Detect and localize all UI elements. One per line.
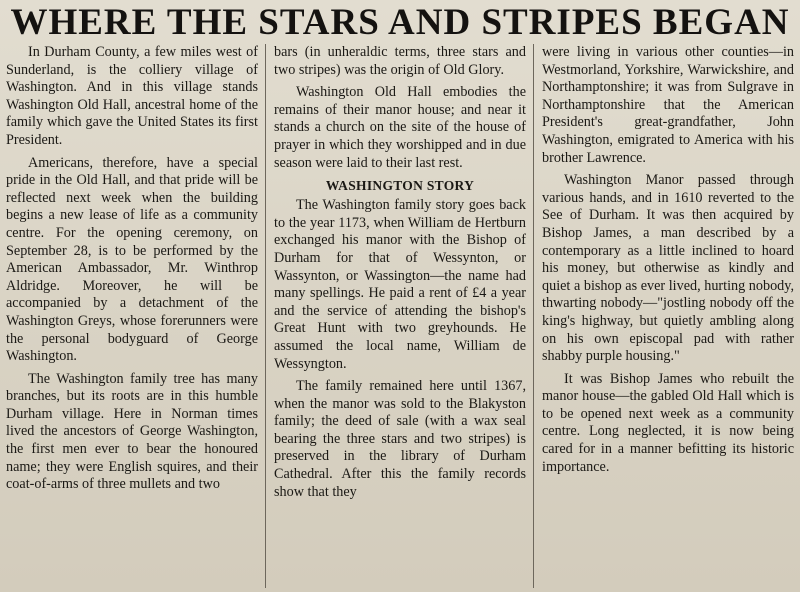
paragraph-continuation: bars (in unheraldic terms, three stars and two stripes) was the origin of Old Glory. — [274, 44, 526, 78]
paragraph: In Durham County, a few miles west of Sunderland, is the colliery village of Washington. And in this village stands Washington Old Hall, ancestral home of the family which gave the United States its first President. — [6, 44, 258, 148]
headline: WHERE THE STARS AND STRIPES BEGAN — [10, 2, 790, 43]
subheading: WASHINGTON STORY — [325, 178, 475, 194]
column-divider — [265, 44, 266, 588]
paragraph: Washington Manor passed through various hands, and in 1610 reverted to the See of Durham. It was then acquired by Bishop James, a man described by a contemporary as a little inclined to hoard his money, but otherwise as kindly and quiet a bishop as ever lived, hurting nobody, thwarting nobody—"jostling nobody off the king's highway, but quietly ambling along on his own episcopal pad with rather shabby purple housing." — [542, 172, 794, 365]
article-column-1 — [6, 44, 258, 499]
article-column-2 — [274, 44, 526, 506]
article-column-3 — [542, 44, 794, 481]
column-divider — [533, 44, 534, 588]
paragraph: It was Bishop James who rebuilt the manor house—the gabled Old Hall which is to be opened next week as a community centre. Long neglected, it is now being cared for in a manner befitting its historic importance. — [542, 370, 794, 475]
paragraph: The family remained here until 1367, when the manor was sold to the Blakyston family; the deed of sale (with a wax seal bearing the three stars and two stripes) is preserved in the library of Durham Cathedral. After this the family records show that they — [274, 378, 526, 500]
paragraph: The Washington family tree has many branches, but its roots are in this humble Durham village. Here in Norman times lived the ancestors of George Washington, the first men ever to bear the honoured name; they were English squires, and their coat-of-arms of three mullets and two — [6, 370, 258, 493]
paragraph: Americans, therefore, have a special pride in the Old Hall, and that pride will be reflected next week when the building begins a new lease of life as a community centre. For the opening ceremony, on September 28, is to be performed by the American Ambassador, Mr. Winthrop Aldridge. Moreover, he will be accompanied by a detachment of the Washington Greys, whose forerunners were the personal bodyguard of George Washington. — [6, 154, 258, 365]
paragraph-continuation: were living in various other counties—in Westmorland, Yorkshire, Warwickshire, and Northamptonshire; it was from Sulgrave in Northamptonshire that the American President's great-grandfather, John Washington, emigrated to America with his brother Lawrence. — [542, 44, 794, 166]
paragraph: The Washington family story goes back to the year 1173, when William de Hertburn exchanged his manor with the Bishop of Durham for that of Wessynton, or Wassynton, or Wassington—the name had many spellings. He paid a rent of £4 a year and the service of attending the bishop's Great Hunt with two greyhounds. He assumed the local name, William de Wessyngton. — [274, 197, 526, 372]
paragraph: Washington Old Hall embodies the remains of their manor house; and near it stands a church on the site of the house of prayer in which they worshipped and in due season were laid to their last rest. — [274, 84, 526, 171]
